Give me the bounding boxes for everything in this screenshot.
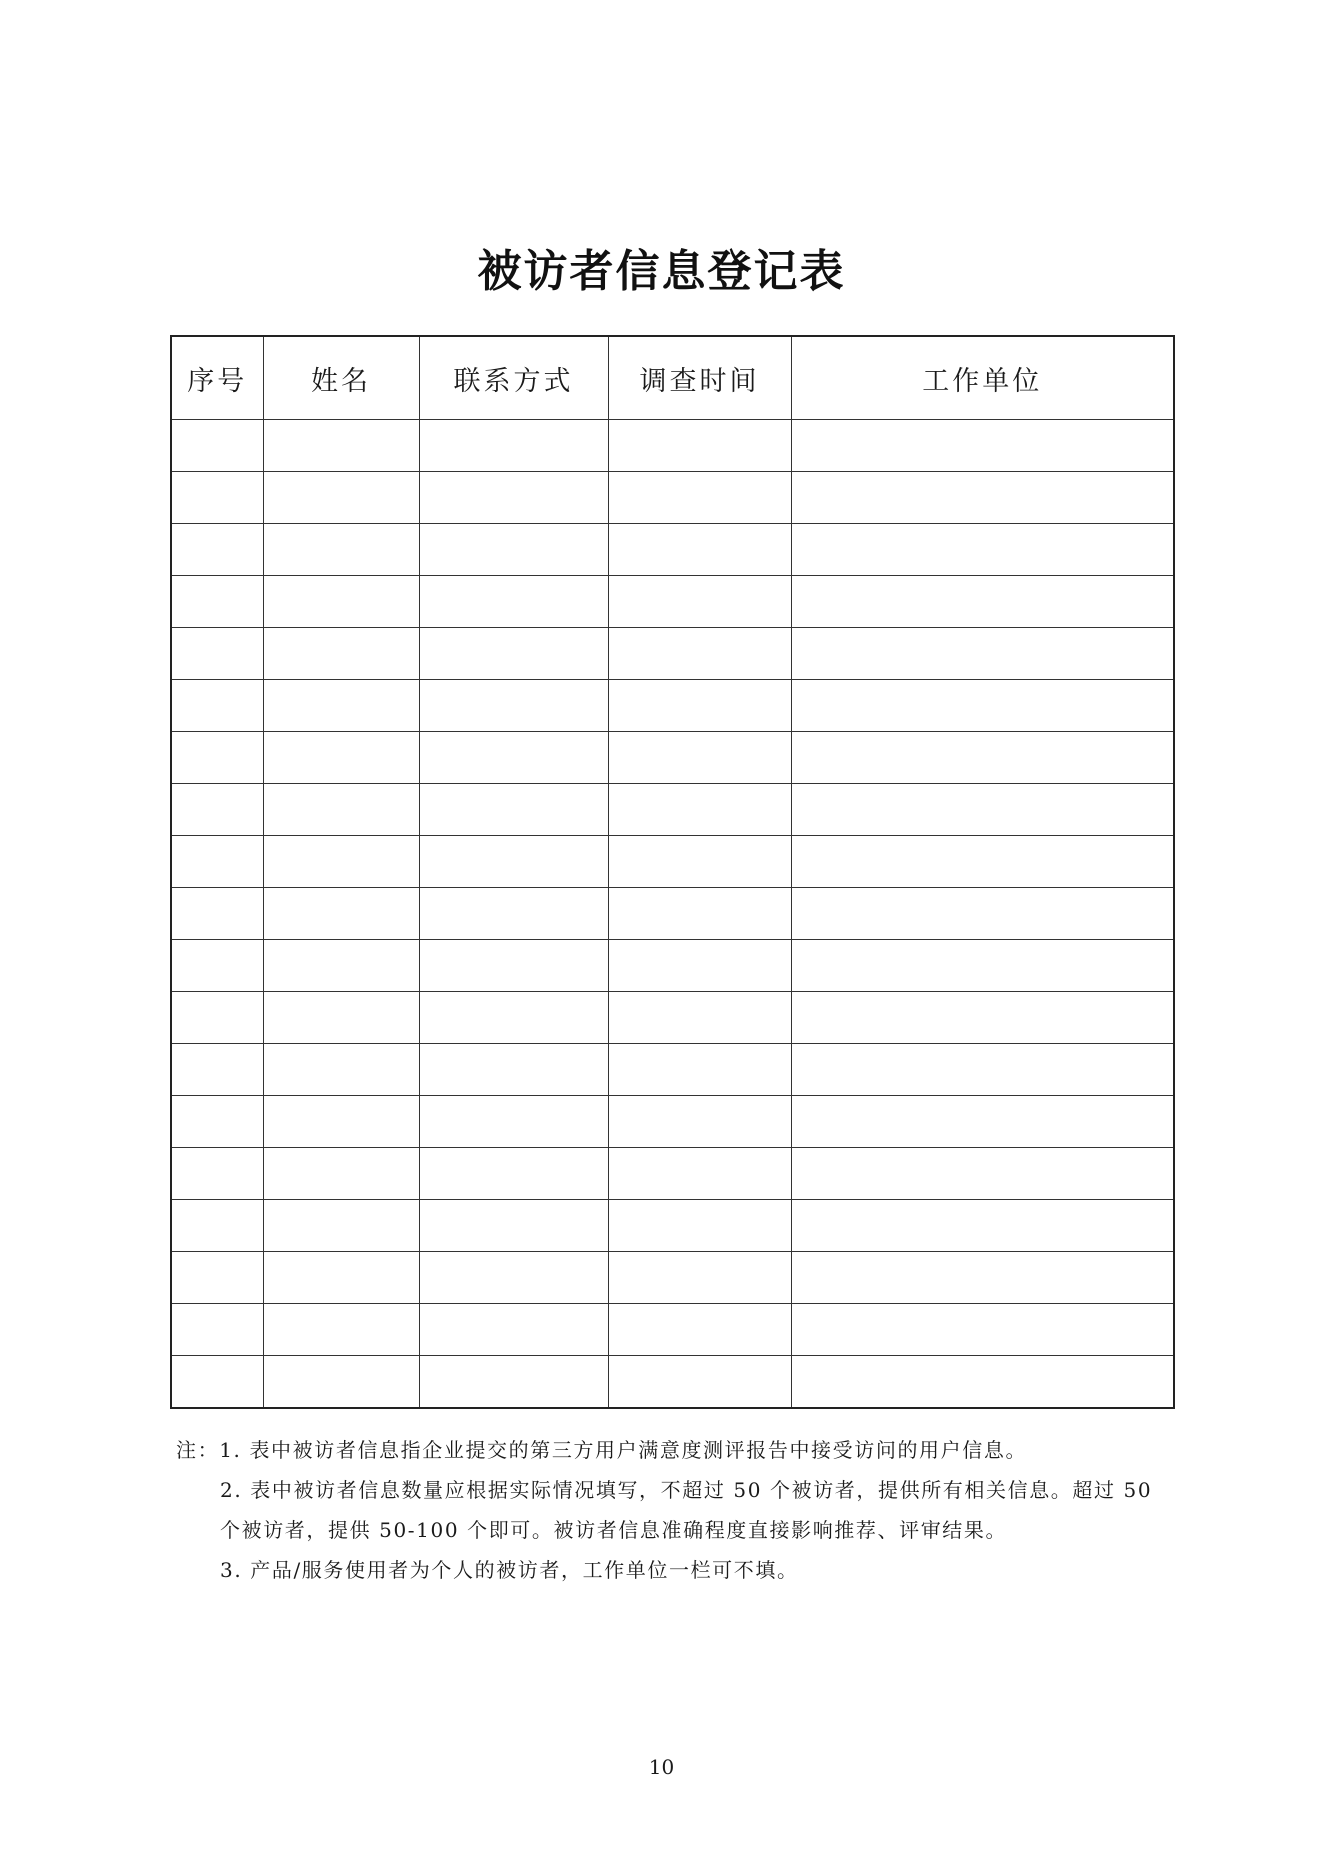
table-cell[interactable] xyxy=(791,1252,1174,1304)
table-cell[interactable] xyxy=(608,576,791,628)
table-row xyxy=(171,836,1174,888)
table-cell[interactable] xyxy=(419,420,608,472)
notes-section xyxy=(176,1430,1176,1590)
table-cell[interactable] xyxy=(171,836,263,888)
table-cell[interactable] xyxy=(263,524,419,576)
table-cell[interactable] xyxy=(171,1044,263,1096)
table-cell[interactable] xyxy=(419,576,608,628)
table-cell[interactable] xyxy=(608,784,791,836)
table-cell[interactable] xyxy=(608,1200,791,1252)
table-cell[interactable] xyxy=(263,1356,419,1409)
header-survey-time: 调查时间 xyxy=(608,336,791,420)
table-cell[interactable] xyxy=(608,888,791,940)
table-cell[interactable] xyxy=(419,472,608,524)
table-cell[interactable] xyxy=(171,1096,263,1148)
notes-prefix: 注： xyxy=(176,1438,220,1462)
table-row xyxy=(171,732,1174,784)
table-row xyxy=(171,1096,1174,1148)
table-row xyxy=(171,1044,1174,1096)
table-cell[interactable] xyxy=(171,1148,263,1200)
table-cell[interactable] xyxy=(608,1304,791,1356)
form-title: 被访者信息登记表 xyxy=(477,246,846,297)
table-cell[interactable] xyxy=(263,732,419,784)
table-cell[interactable] xyxy=(791,472,1174,524)
table-cell[interactable] xyxy=(791,420,1174,472)
table-cell[interactable] xyxy=(419,1304,608,1356)
table-cell[interactable] xyxy=(791,1096,1174,1148)
table-cell[interactable] xyxy=(263,576,419,628)
table-cell[interactable] xyxy=(419,784,608,836)
table-row xyxy=(171,1304,1174,1356)
table-cell[interactable] xyxy=(791,1044,1174,1096)
table-cell[interactable] xyxy=(171,992,263,1044)
table-cell[interactable] xyxy=(791,888,1174,940)
table-cell[interactable] xyxy=(608,992,791,1044)
table-cell[interactable] xyxy=(171,1356,263,1409)
table-cell[interactable] xyxy=(171,472,263,524)
table-cell[interactable] xyxy=(608,1096,791,1148)
table-cell[interactable] xyxy=(419,680,608,732)
table-cell[interactable] xyxy=(791,524,1174,576)
table-row xyxy=(171,576,1174,628)
table-cell[interactable] xyxy=(263,1252,419,1304)
table-row xyxy=(171,680,1174,732)
table-cell[interactable] xyxy=(263,1148,419,1200)
table-cell[interactable] xyxy=(419,628,608,680)
table-cell[interactable] xyxy=(419,940,608,992)
table-cell[interactable] xyxy=(171,420,263,472)
table-row xyxy=(171,784,1174,836)
table-row xyxy=(171,1252,1174,1304)
note-item-3: 3. 产品/服务使用者为个人的被访者，工作单位一栏可不填。 xyxy=(220,1558,799,1582)
table-cell[interactable] xyxy=(263,940,419,992)
table-row xyxy=(171,888,1174,940)
table-cell[interactable] xyxy=(419,836,608,888)
table-cell[interactable] xyxy=(419,888,608,940)
table-cell[interactable] xyxy=(263,420,419,472)
table-cell[interactable] xyxy=(263,992,419,1044)
table-cell[interactable] xyxy=(419,992,608,1044)
header-serial-number: 序号 xyxy=(171,336,263,420)
table-cell[interactable] xyxy=(171,940,263,992)
table-cell[interactable] xyxy=(419,1356,608,1409)
note-item-2: 2. 表中被访者信息数量应根据实际情况填写，不超过 50 个被访者，提供所有相关信息。超过 50 个被访者，提供 50-100 个即可。被访者信息准确程度直接影响推荐、评审结果。 xyxy=(220,1478,1153,1542)
table-cell[interactable] xyxy=(791,784,1174,836)
table-cell[interactable] xyxy=(171,1252,263,1304)
note-item-1: 注：1. 表中被访者信息指企业提交的第三方用户满意度测评报告中接受访问的用户信息。 xyxy=(176,1438,1028,1462)
table-cell[interactable] xyxy=(171,1200,263,1252)
table-cell[interactable] xyxy=(263,1044,419,1096)
table-cell[interactable] xyxy=(419,732,608,784)
table-cell[interactable] xyxy=(791,1148,1174,1200)
table-cell[interactable] xyxy=(171,628,263,680)
table-cell[interactable] xyxy=(171,680,263,732)
table-row xyxy=(171,420,1174,472)
header-name: 姓名 xyxy=(263,336,419,420)
table-cell[interactable] xyxy=(608,524,791,576)
table-cell[interactable] xyxy=(791,992,1174,1044)
table-cell[interactable] xyxy=(419,1096,608,1148)
table-cell[interactable] xyxy=(791,1356,1174,1409)
table-row xyxy=(171,940,1174,992)
table-cell[interactable] xyxy=(263,784,419,836)
table-cell[interactable] xyxy=(608,1252,791,1304)
table-cell[interactable] xyxy=(263,888,419,940)
table-cell[interactable] xyxy=(171,732,263,784)
table-cell[interactable] xyxy=(263,628,419,680)
table-cell[interactable] xyxy=(791,1304,1174,1356)
table-cell[interactable] xyxy=(791,836,1174,888)
table-body xyxy=(171,420,1174,1409)
table-row xyxy=(171,628,1174,680)
table-cell[interactable] xyxy=(608,836,791,888)
table-cell[interactable] xyxy=(608,732,791,784)
table-cell[interactable] xyxy=(791,576,1174,628)
table-cell[interactable] xyxy=(791,628,1174,680)
table-cell[interactable] xyxy=(791,732,1174,784)
table-header-row xyxy=(171,336,1174,420)
table-cell[interactable] xyxy=(263,1304,419,1356)
table-cell[interactable] xyxy=(791,940,1174,992)
table-cell[interactable] xyxy=(419,1148,608,1200)
header-work-unit: 工作单位 xyxy=(791,336,1174,420)
table-cell[interactable] xyxy=(171,524,263,576)
registration-table xyxy=(170,335,1175,1409)
table-row xyxy=(171,1148,1174,1200)
table-cell[interactable] xyxy=(171,576,263,628)
page-number: 10 xyxy=(648,1755,675,1779)
table-cell[interactable] xyxy=(608,940,791,992)
table-cell[interactable] xyxy=(263,836,419,888)
table-cell[interactable] xyxy=(608,1356,791,1409)
table-cell[interactable] xyxy=(171,784,263,836)
table-cell[interactable] xyxy=(171,1304,263,1356)
table-cell[interactable] xyxy=(419,524,608,576)
table-cell[interactable] xyxy=(608,1148,791,1200)
table-cell[interactable] xyxy=(791,1200,1174,1252)
table-cell[interactable] xyxy=(419,1252,608,1304)
table-cell[interactable] xyxy=(419,1044,608,1096)
table-cell[interactable] xyxy=(791,680,1174,732)
table-cell[interactable] xyxy=(608,420,791,472)
table-cell[interactable] xyxy=(608,628,791,680)
table-cell[interactable] xyxy=(608,472,791,524)
table-row xyxy=(171,992,1174,1044)
table-cell[interactable] xyxy=(608,680,791,732)
table-cell[interactable] xyxy=(171,888,263,940)
table-row xyxy=(171,524,1174,576)
table-cell[interactable] xyxy=(263,1096,419,1148)
table-row xyxy=(171,472,1174,524)
table-row xyxy=(171,1356,1174,1409)
header-contact: 联系方式 xyxy=(419,336,608,420)
table-cell[interactable] xyxy=(263,1200,419,1252)
table-cell[interactable] xyxy=(419,1200,608,1252)
table-cell[interactable] xyxy=(608,1044,791,1096)
table-cell[interactable] xyxy=(263,472,419,524)
table-cell[interactable] xyxy=(263,680,419,732)
table-row xyxy=(171,1200,1174,1252)
